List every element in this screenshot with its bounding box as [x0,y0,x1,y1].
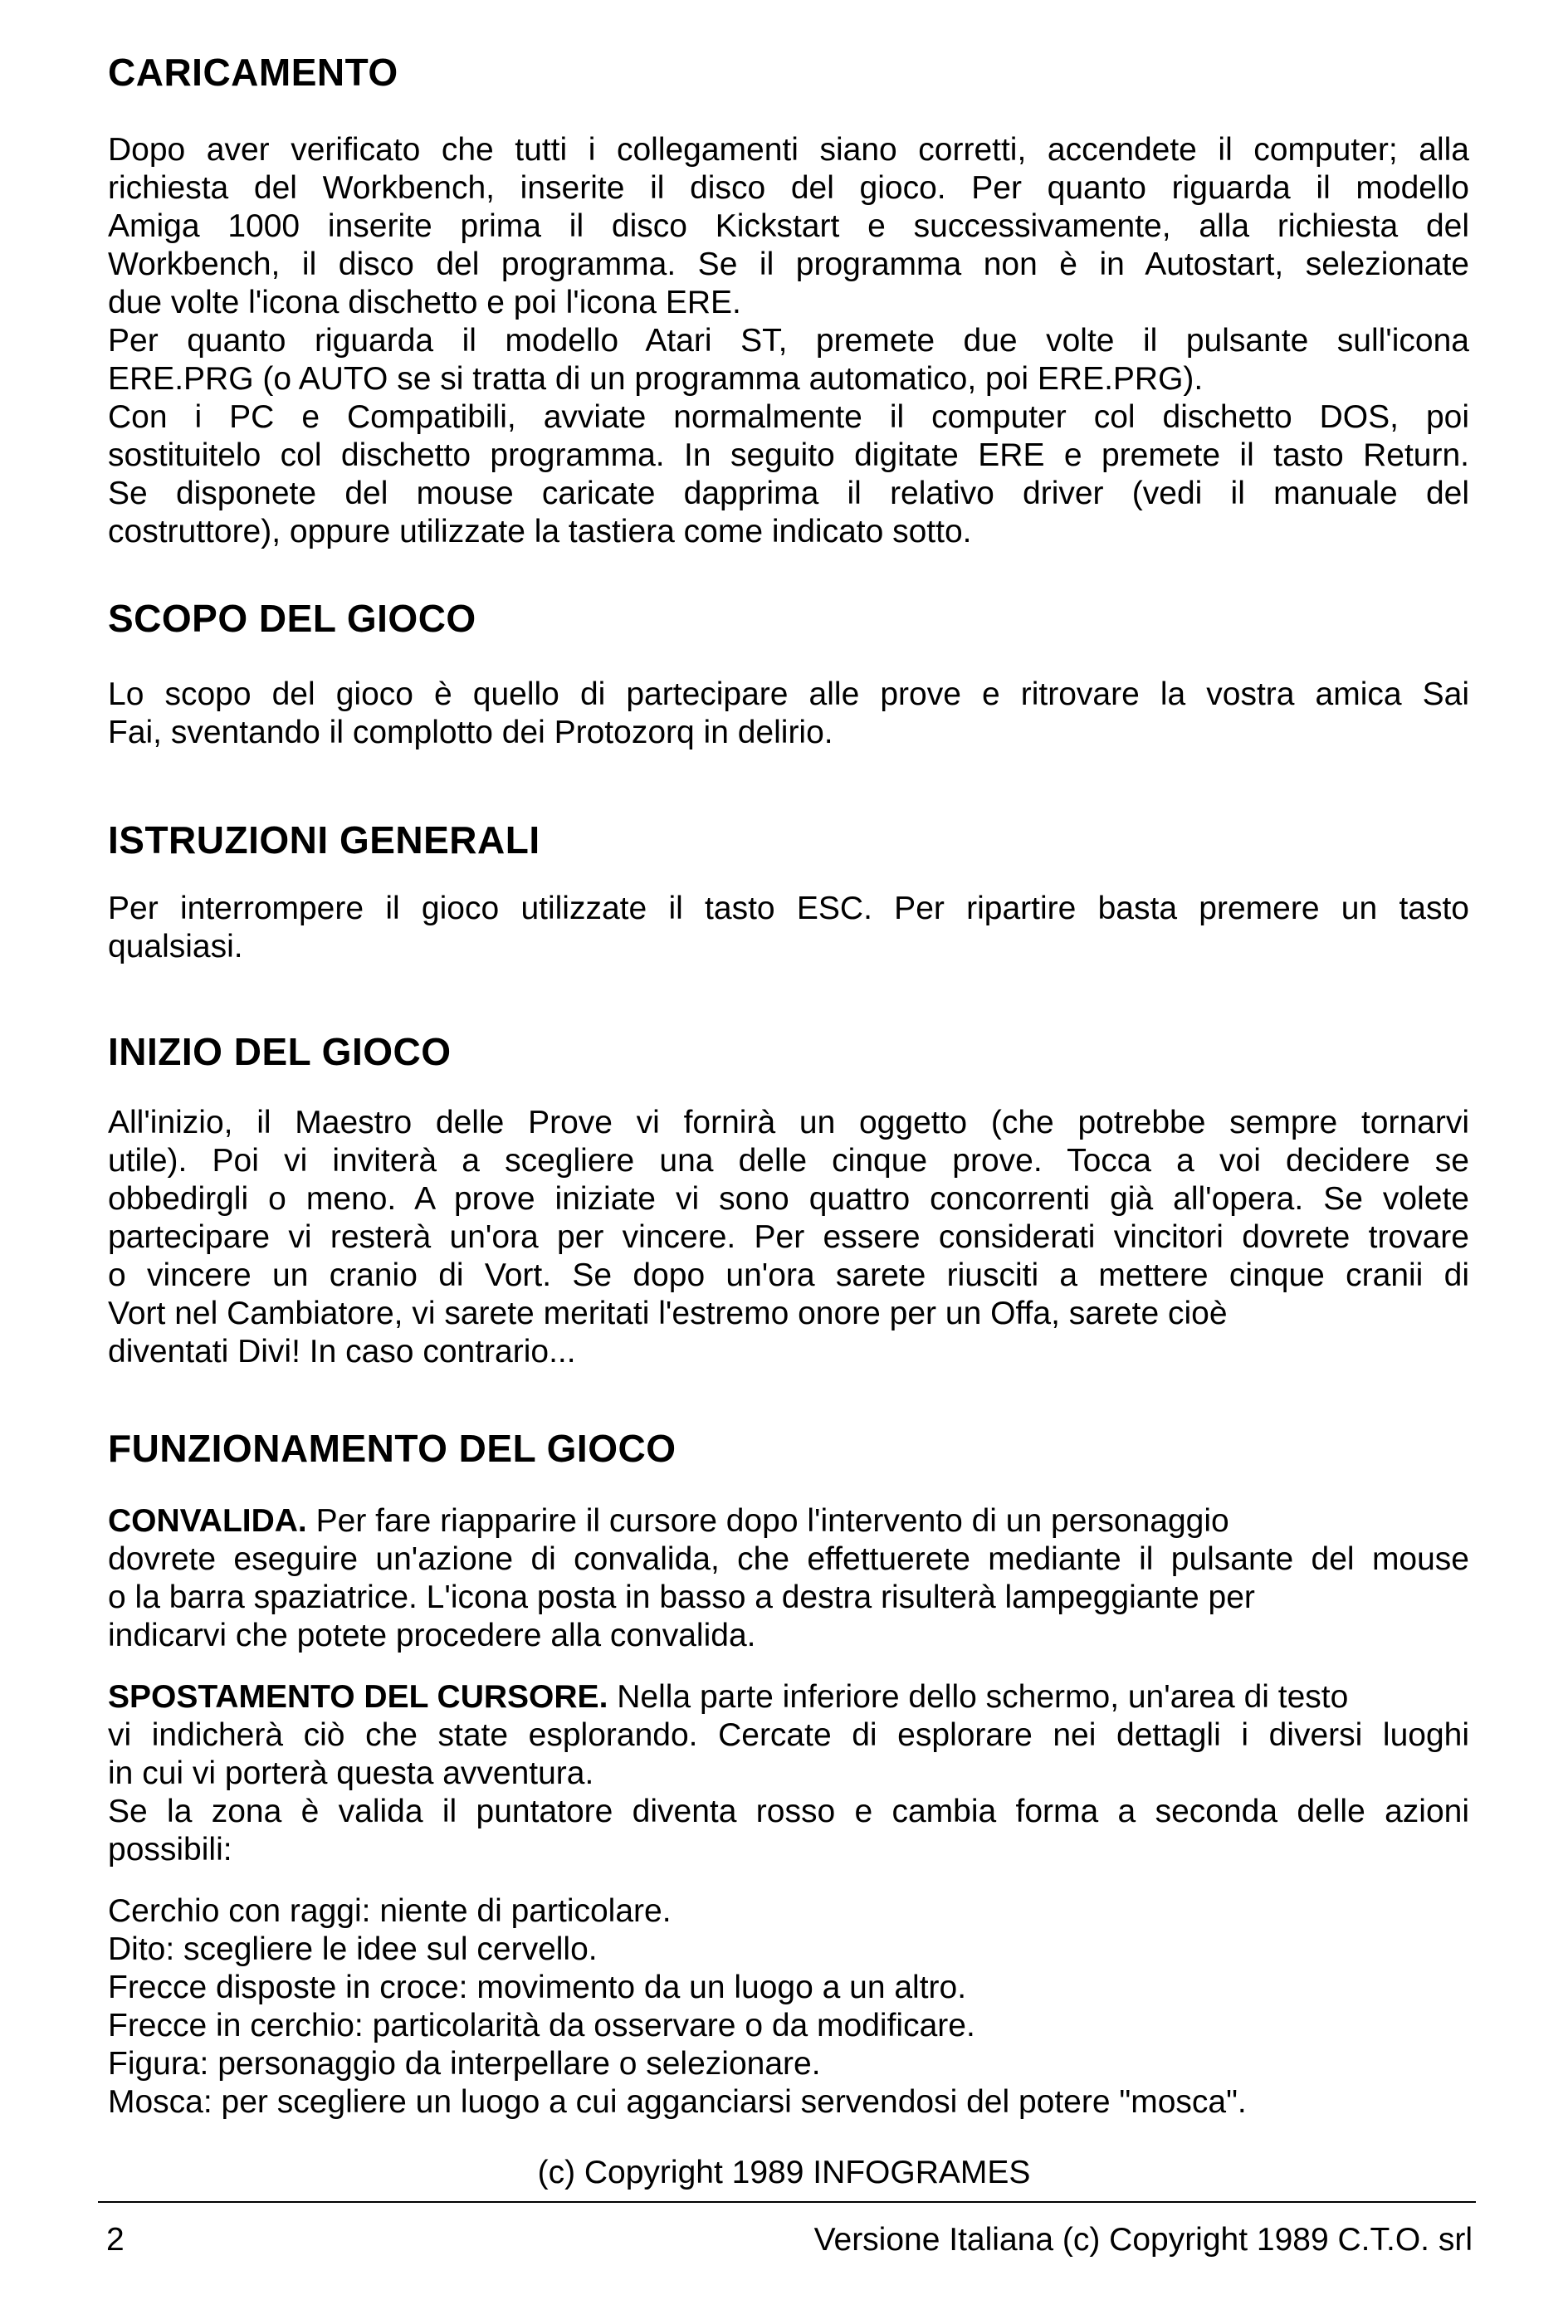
text-line: partecipare vi resterà un'ora per vincere. Per essere considerati vincitori dovrete trovare [108,1219,1469,1255]
text-line: Vort nel Cambiatore, vi sarete meritati l'estremo onore per un Offa, sarete cioè [108,1296,1228,1331]
heading-istruzioni: ISTRUZIONI GENERALI [108,818,540,862]
caricamento-body [108,131,1469,551]
text-line: richiesta del Workbench, inserite il disco del gioco. Per quanto riguarda il modello [108,170,1469,206]
convalida-first-line: Per fare riapparire il cursore dopo l'intervento di un personaggio [306,1503,1229,1539]
heading-inizio: INIZIO DEL GIOCO [108,1030,452,1073]
text-line: Se la zona è valida il puntatore diventa rosso e cambia forma a seconda delle azioni [108,1794,1469,1829]
page-number: 2 [106,2222,125,2258]
text-line: vi indicherà ciò che state esplorando. Cercate di esplorare nei dettagli i diversi luoghi [108,1717,1469,1753]
text-line: All'inizio, il Maestro delle Prove vi fornirà un oggetto (che potrebbe sempre tornarvi [108,1105,1469,1140]
text-line: qualsiasi. [108,929,243,964]
version-copyright: Versione Italiana (c) Copyright 1989 C.T.O. srl [813,2222,1473,2258]
text-line [108,1678,1469,1716]
text-line: Per interrompere il gioco utilizzate il tasto ESC. Per ripartire basta premere un tasto [108,891,1469,926]
list-item: Mosca: per scegliere un luogo a cui agganciarsi servendosi del potere "mosca". [108,2084,1247,2120]
text-line: due volte l'icona dischetto e poi l'icona ERE. [108,285,741,320]
list-item: Figura: personaggio da interpellare o selezionare. [108,2046,821,2082]
text-line: in cui vi porterà questa avventura. [108,1755,594,1791]
spostamento-paragraph [108,1678,1469,1869]
text-line: dovrete eseguire un'azione di convalida, che effettuerete mediante il pulsante del mouse [108,1541,1469,1577]
footer-divider [98,2201,1476,2203]
heading-funzionamento: FUNZIONAMENTO DEL GIOCO [108,1427,677,1470]
text-line: utile). Poi vi inviterà a scegliere una delle cinque prove. Tocca a voi decidere se [108,1143,1469,1179]
list-item: Frecce disposte in croce: movimento da un luogo a un altro. [108,1970,967,2005]
text-line: ERE.PRG (o AUTO se si tratta di un programma automatico, poi ERE.PRG). [108,361,1204,397]
spostamento-first-line: Nella parte inferiore dello schermo, un'area di testo [608,1679,1349,1715]
text-line: Con i PC e Compatibili, avviate normalmente il computer col dischetto DOS, poi [108,399,1469,435]
list-item: Frecce in cerchio: particolarità da osservare o da modificare. [108,2008,975,2043]
text-line: possibili: [108,1832,232,1868]
text-line: o la barra spaziatrice. L'icona posta in basso a destra risulterà lampeggiante per [108,1579,1255,1615]
inizio-body [108,1104,1469,1371]
text-line: Lo scopo del gioco è quello di partecipare alle prove e ritrovare la vostra amica Sai [108,676,1469,712]
heading-scopo: SCOPO DEL GIOCO [108,597,476,640]
scopo-body [108,676,1469,752]
text-line: Workbench, il disco del programma. Se il programma non è in Autostart, selezionate [108,247,1469,282]
text-line: Amiga 1000 inserite prima il disco Kickstart e successivamente, alla richiesta del [108,208,1469,244]
text-line: Per quanto riguarda il modello Atari ST, premete due volte il pulsante sull'icona [108,323,1469,359]
convalida-paragraph [108,1502,1469,1655]
text-line: Fai, sventando il complotto dei Protozorq in delirio. [108,715,833,750]
heading-caricamento: CARICAMENTO [108,51,398,94]
convalida-label: CONVALIDA. [108,1503,307,1539]
cursor-forms-list [108,1892,1469,2121]
text-line: Dopo aver verificato che tutti i collegamenti siano corretti, accendete il computer; alla [108,132,1469,168]
text-line: sostituitelo col dischetto programma. In seguito digitate ERE e premete il tasto Return. [108,437,1469,473]
text-line [108,1502,1469,1540]
spostamento-label: SPOSTAMENTO DEL CURSORE. [108,1679,608,1715]
text-line: costruttore), oppure utilizzate la tastiera come indicato sotto. [108,514,972,549]
text-line: o vincere un cranio di Vort. Se dopo un'ora sarete riusciti a mettere cinque cranii di [108,1257,1469,1293]
text-line: obbedirgli o meno. A prove iniziate vi sono quattro concorrenti già all'opera. Se volete [108,1181,1469,1217]
text-line: diventati Divi! In caso contrario... [108,1334,576,1370]
copyright-notice: (c) Copyright 1989 INFOGRAMES [537,2155,1031,2190]
list-item: Dito: scegliere le idee sul cervello. [108,1931,598,1967]
text-line: indicarvi che potete procedere alla convalida. [108,1618,756,1653]
istruzioni-body [108,890,1469,966]
text-line: Se disponete del mouse caricate dapprima il relativo driver (vedi il manuale del [108,476,1469,511]
list-item: Cerchio con raggi: niente di particolare. [108,1893,672,1929]
